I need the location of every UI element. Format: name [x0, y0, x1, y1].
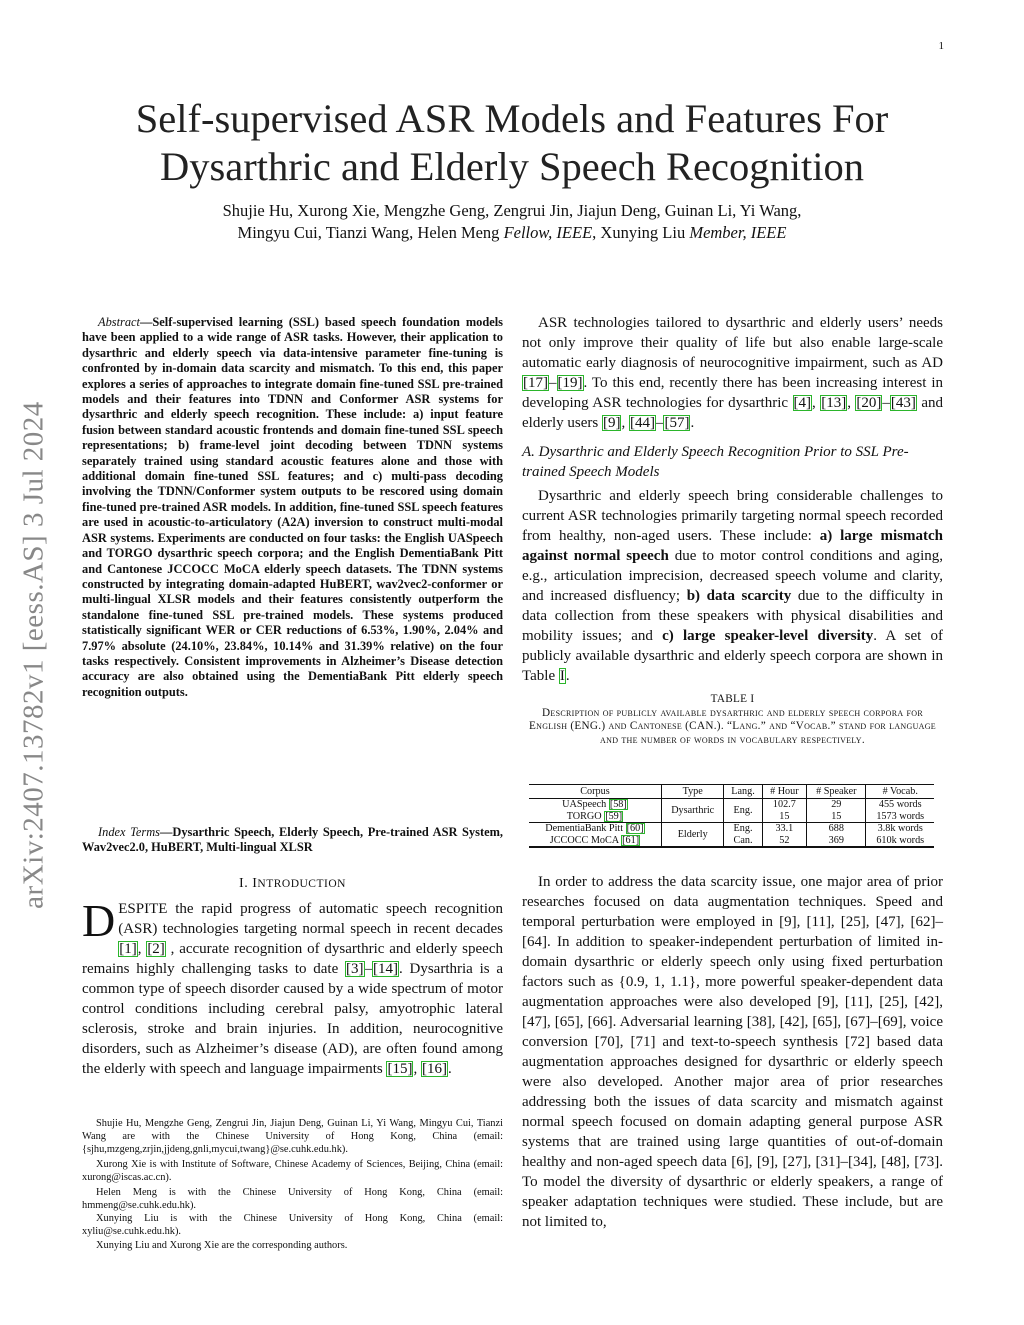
intro-text: – — [364, 961, 372, 977]
abstract-label: Abstract — [98, 315, 140, 329]
table-cell-type: Elderly — [661, 823, 724, 847]
intro-paragraph — [82, 895, 503, 1079]
table-header: # Speaker — [807, 785, 866, 799]
para-text: – — [655, 415, 664, 431]
table-cell-corpus — [529, 811, 661, 823]
para-text: – — [549, 375, 557, 391]
table-row — [529, 835, 934, 847]
section-heading-introduction — [82, 876, 503, 892]
title-line-2: Dysarthric and Elderly Speech Recognition — [159, 144, 865, 189]
index-terms-text: —Dysarthric Speech, Elderly Speech, Pre-trained ASR System, Wav2vec2.0, HuBERT, Multi-lingual XLSR — [82, 825, 503, 855]
title-line-1: Self-supervised ASR Models and Features For — [135, 96, 889, 141]
subsection-heading: A. Dysarthric and Elderly Speech Recognition Prior to SSL Pre-trained Speech Models — [522, 444, 909, 480]
intro-text: the rapid progress of automatic speech recognition (ASR) technologies targeting normal speech in recent decades — [118, 901, 503, 937]
citation-link[interactable]: [61] — [622, 834, 640, 846]
citation-link[interactable]: [58] — [609, 799, 627, 811]
table-cell-vocab: 610k words — [866, 835, 934, 847]
table-header-row — [529, 785, 934, 799]
intro-lead: ESPITE — [118, 901, 168, 917]
section-number: I. — [239, 876, 253, 891]
citation-link[interactable]: [20] — [856, 395, 882, 411]
index-terms-label: Index Terms — [98, 825, 160, 839]
section-title: NTRODUCTION — [257, 878, 346, 890]
table-link[interactable]: I — [559, 668, 565, 684]
table-header: # Hour — [762, 785, 807, 799]
abstract — [82, 315, 503, 700]
drop-cap: D — [82, 895, 116, 946]
footnote-affiliation-4: Xunying Liu is with the Chinese University of Hong Kong, China (email: xyliu@se.cuhk.edu.hk). — [82, 1213, 503, 1237]
table-cell-lang: Can. — [724, 835, 762, 847]
table-cell-vocab: 455 words — [866, 799, 934, 811]
para-text: . — [565, 668, 570, 684]
paragraph-motivation — [522, 313, 943, 433]
para-text: , — [847, 395, 856, 411]
table-cell-corpus — [529, 823, 661, 835]
citation-link[interactable]: [4] — [793, 395, 811, 411]
table-cell-corpus — [529, 835, 661, 847]
paragraph-challenges — [522, 486, 943, 686]
citation-link[interactable]: [1] — [119, 941, 137, 957]
corpora-table — [529, 784, 934, 848]
para-text: Dysarthric and elderly speech bring considerable challenges to current ASR technologies primarily targeting normal speech recorded from healthy, non-aged users. These include: — [522, 488, 943, 544]
para-bold: c) large speaker-level diversity — [662, 628, 874, 644]
citation-link[interactable]: [3] — [346, 961, 364, 977]
para-bold: a) large mismatch against normal speech — [522, 528, 943, 564]
author-list — [80, 200, 944, 244]
index-terms — [82, 825, 503, 856]
table-cell-hour: 33.1 — [762, 823, 807, 835]
table-cell-speaker: 15 — [807, 811, 866, 823]
para-text: due to motor control conditions and aging, e.g., articulation imprecision, decreased speech volume and clarity, and increased disfluency; — [522, 548, 944, 604]
citation-link[interactable]: [17] — [523, 375, 548, 391]
citation-link[interactable]: [19] — [557, 375, 583, 391]
corpus-name: TORGO — [566, 810, 605, 822]
para-text: In order to address the data scarcity issue, one major area of prior researches focused on data augmentation techniques. Speed and temporal perturbation were employed in [9], [11], [25], [47], [62]–[64]. In addition to speaker-independent perturbation of limited in-domain dysarthric or elderly speech only using fixed perturbation factors such as {0.9, 1, 1.1}, more powerful speaker-dependent data augmentation approaches were also developed [9], [11], [25], [42], [47], [65], [66]. Adversarial learning [38], [42], [65], [67]–[69], voice conversion [70], [71] and text-to-speech synthesis [72] based data augmentation approaches designed for dysarthric or elderly speech were also developed. Another major area of prior researches addressing both the issues of data scarcity and mismatch against normal speech focused on domain adapting general purpose ASR systems that are trained using large quantities of out-of-domain healthy and non-aged speech data [6], [9], [27], [31]–[34], [48], [73]. To model the diversity of dysarthric or elderly speakers, a range of speaker adaptation techniques were studied. These include, but are not limited to, — [522, 874, 943, 1230]
table-header: # Vocab. — [866, 785, 934, 799]
intro-text: , — [413, 1061, 421, 1077]
para-text: and elderly users — [522, 395, 944, 431]
citation-link[interactable]: [2] — [147, 941, 165, 957]
table-cell-speaker: 688 — [807, 823, 866, 835]
paragraph-data-augmentation — [522, 872, 943, 1232]
para-text: . To this end, recently there has been increasing interest in developing ASR technologies for dysarthric — [522, 375, 943, 411]
authors-text: Mingyu Cui, Tianzi Wang, Helen Meng — [237, 223, 504, 242]
corpus-name: DementiaBank Pitt — [545, 823, 626, 835]
table-label: TABLE I — [710, 693, 755, 705]
arxiv-stamp-text: arXiv:2407.13782v1 [eess.AS] 3 Jul 2024 — [17, 401, 50, 909]
authors-line-1: Shujie Hu, Xurong Xie, Mengzhe Geng, Zengrui Jin, Jiajun Deng, Guinan Li, Yi Wang, — [222, 201, 802, 220]
footnote-corresponding: Xunying Liu and Xurong Xie are the corresponding authors. — [96, 1240, 348, 1251]
table-caption — [522, 693, 943, 747]
para-text: . A set of publicly available dysarthric and elderly speech corpora are shown in Table — [522, 628, 944, 684]
corpus-name: JCCOCC MoCA — [549, 834, 622, 846]
intro-text: , accurate recognition of dysarthric and elderly speech remains highly challenging tasks to date — [82, 941, 503, 977]
citation-link[interactable]: [9] — [602, 415, 621, 431]
table-header: Type — [661, 785, 724, 799]
citation-link[interactable]: [43] — [890, 395, 916, 411]
paper-title — [80, 95, 944, 191]
citation-link[interactable]: [44] — [629, 415, 655, 431]
table-cell-hour: 15 — [762, 811, 807, 823]
citation-link[interactable]: [60] — [626, 823, 644, 835]
citation-link[interactable]: [59] — [605, 810, 623, 822]
table-header: Corpus — [529, 785, 661, 799]
authors-line-2 — [80, 222, 944, 244]
arxiv-stamp — [14, 355, 54, 955]
para-text: – — [882, 395, 890, 411]
intro-text: , — [137, 941, 147, 957]
citation-link[interactable]: [15] — [387, 1061, 413, 1077]
intro-text: . — [447, 1061, 452, 1077]
author-title: Member, IEEE — [689, 223, 787, 242]
table-cell-type: Dysarthric — [661, 799, 724, 823]
author-title: Fellow, IEEE — [503, 223, 593, 242]
table-cell-hour: 52 — [762, 835, 807, 847]
table-cell-vocab: 3.8k words — [866, 823, 934, 835]
para-text: due to the difficulty in data collection from these speakers with physical disabilities and mobility issues; and — [522, 588, 943, 644]
authors-text: , Xunying Liu — [592, 223, 690, 242]
para-text: , — [621, 415, 629, 431]
table-cell-vocab: 1573 words — [866, 811, 934, 823]
para-text: , — [812, 395, 821, 411]
para-text: ASR technologies tailored to dysarthric and elderly users’ needs not only improve their quality of life but also enable large-scale automatic early diagnosis of neurocognitive impairment, such as AD — [522, 315, 943, 371]
table-header: Lang. — [724, 785, 762, 799]
table-row — [529, 823, 934, 835]
para-bold: b) data scarcity — [686, 588, 792, 604]
abstract-text: —Self-supervised learning (SSL) based speech foundation models have been applied to a wide range of ASR tasks. However, their application to dysarthric and elderly speech via data-intensive parameter fine-tuning is confronted by in-domain data scarcity and mismatch. To this end, this paper explores a series of approaches to integrate domain fine-tuned SSL pre-trained models and their features into TDNN and Conformer ASR systems for dysarthric and elderly speech recognition. These include: a) input feature fusion between standard acoustic frontends and domain fine-tuned SSL speech representations; b) frame-level joint decoding between TDNN systems separately trained using standard acoustic features alone and those with additional domain fine-tuned SSL features; and c) multi-pass decoding involving the TDNN/Conformer system outputs to be rescored using domain fine-tuned pre-trained ASR models. In addition, fine-tuned SSL speech features are used in acoustic-to-articulatory (A2A) inversion to construct multi-modal ASR systems. Experiments are conducted on four tasks: the English UASpeech and TORGO dysarthric speech corpora; and the English DementiaBank Pitt and Cantonese JCCOCC MoCA elderly speech datasets. The TDNN systems constructed by integrating domain-adapted HuBERT, wav2vec2-conformer or multi-lingual XLSR models and their features consistently outperform the standalone fine-tuned SSL pre-trained models. These systems produced statistically significant WER or CER reductions of 6.53%, 1.90%, 2.04% and 7.97% absolute (24.10%, 23.84%, 10.14% and 31.39% relative) on the four tasks respectively. Consistent improvements in Alzheimer’s Disease detection accuracy are also obtained using the DementiaBank Pitt elderly speech recognition outputs. — [82, 315, 503, 699]
table-cell-corpus — [529, 799, 661, 811]
page-number: 1 — [938, 40, 944, 52]
table-cell-lang: Eng. — [724, 799, 762, 823]
table-row — [529, 799, 934, 811]
para-text: . — [690, 415, 695, 431]
table-caption-text: Description of publicly available dysarthric and elderly speech corpora for English (ENG.) and Cantonese (CAN.). “Lang.” and “Vocab.” stand for language and the number of words in vocabulary respectively. — [529, 706, 936, 746]
footnote-affiliation-3: Helen Meng is with the Chinese University of Hong Kong, China (email: hmmeng@se.cuhk.edu.hk). — [82, 1187, 503, 1211]
footnote-affiliation-2: Xurong Xie is with Institute of Software, Chinese Academy of Sciences, Beijing, China (email: xurong@iscas.ac.cn). — [82, 1159, 503, 1183]
intro-text: . Dysarthria is a common type of speech disorder caused by a wide spectrum of motor control conditions including cerebral palsy, amyotrophic lateral sclerosis, stroke and brain injuries. In addition, neurocognitive disorders, such as Alzheimer’s disease (AD), are often found among the elderly with speech and language impairments — [82, 961, 503, 1077]
citation-link[interactable]: [14] — [373, 961, 398, 977]
citation-link[interactable]: [16] — [421, 1061, 447, 1077]
corpus-name: UASpeech — [562, 799, 609, 811]
section-initial: I — [252, 876, 258, 891]
table-cell-speaker: 29 — [807, 799, 866, 811]
citation-link[interactable]: [13] — [821, 395, 847, 411]
table-cell-speaker: 369 — [807, 835, 866, 847]
table-cell-hour: 102.7 — [762, 799, 807, 811]
citation-link[interactable]: [57] — [664, 415, 690, 431]
table-cell-lang: Eng. — [724, 823, 762, 835]
footnote-affiliation-1: Shujie Hu, Mengzhe Geng, Zengrui Jin, Jiajun Deng, Guinan Li, Yi Wang, Mingyu Cui, Tianzi Wang are with the Chinese University of Hong Kong, China (email: {sjhu,mzgeng,zrjin,jjdeng,gnli,mycui,twang}@se.cuhk.edu.hk). — [82, 1118, 503, 1155]
